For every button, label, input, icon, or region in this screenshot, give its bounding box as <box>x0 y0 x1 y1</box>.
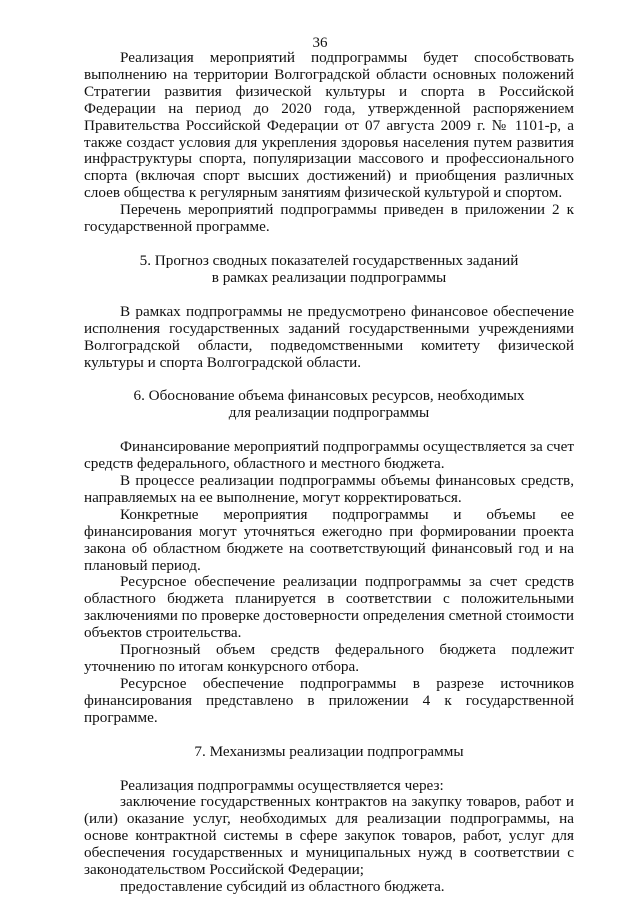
paragraph: Финансирование мероприятий подпрограммы осуществляется за счет средств федерального, областного и местного бюджета. <box>84 438 574 473</box>
paragraph: В процессе реализации подпрограммы объемы финансовых средств, направляемых на ее выполнение, могут корректироваться. <box>84 472 574 506</box>
paragraph: Перечень мероприятий подпрограммы приведен в приложении 2 к государственной программе. <box>84 201 574 236</box>
paragraph: Ресурсное обеспечение подпрограммы в разрезе источников финансирования представлено в приложении 4 к государственной программе. <box>84 674 574 726</box>
paragraph: предоставление субсидий из областного бюджета. <box>120 877 445 895</box>
paragraph: Прогнозный объем средств федерального бюджета подлежит уточнению по итогам конкурсного отбора. <box>84 641 574 675</box>
paragraph: Реализация мероприятий подпрограммы будет способствовать выполнению на территории Волгоградской области основных положений Стратегии развития физической культуры и спорта в Российской Федерации на период до 2020 года, утвержденной распоряжением Правительства Российской Федерации от 07 августа 2009 г. № 1101-р, а также создаст условия для укрепления здоровья населения путем развития инфраструктуры спорта, популяризации массового и профессионального спорта (включая спорт высших достижений) и приобщения различных слоев общества к регулярным занятиям физической культурой и спортом. <box>84 49 574 202</box>
section-heading-line: 5. Прогноз сводных показателей государственных заданий <box>139 251 519 269</box>
paragraph: Ресурсное обеспечение реализации подпрограммы за счет средств областного бюджета планируется в соответствии с положительными заключениями по проверке достоверности определения сметной стоимости объектов строительства. <box>84 573 574 642</box>
paragraph: заключение государственных контрактов на закупку товаров, работ и (или) оказание услуг, необходимых для реализации подпрограммы, на основе контрактной системы в сфере закупок товаров, работ, услуг для обеспечения государственных и муниципальных нужд в соответствии с законодательством Российской Федерации; <box>84 793 574 879</box>
paragraph: В рамках подпрограммы не предусмотрено финансовое обеспечение исполнения государственных заданий государственными учреждениями Волгоградской области, подведомственными комитету физической культуры и спорта Волгоградской области. <box>84 302 574 371</box>
section-heading-line: 6. Обоснование объема финансовых ресурсов, необходимых <box>133 387 525 405</box>
section-heading-line: в рамках реализации подпрограммы <box>211 268 447 286</box>
section-heading <box>84 253 574 287</box>
section-heading <box>84 744 574 761</box>
section-heading-line: 7. Механизмы реализации подпрограммы <box>194 742 464 760</box>
paragraph: Конкретные мероприятия подпрограммы и объемы ее финансирования могут уточняться ежегодно при формировании проекта закона об областном бюджете на соответствующий финансовый год и на плановый период. <box>84 505 574 574</box>
section-heading-line: для реализации подпрограммы <box>228 404 430 422</box>
document-body <box>84 50 574 896</box>
page-number: 36 <box>312 35 328 51</box>
section-heading <box>84 388 574 422</box>
paragraph: Реализация подпрограммы осуществляется через: <box>120 776 444 794</box>
